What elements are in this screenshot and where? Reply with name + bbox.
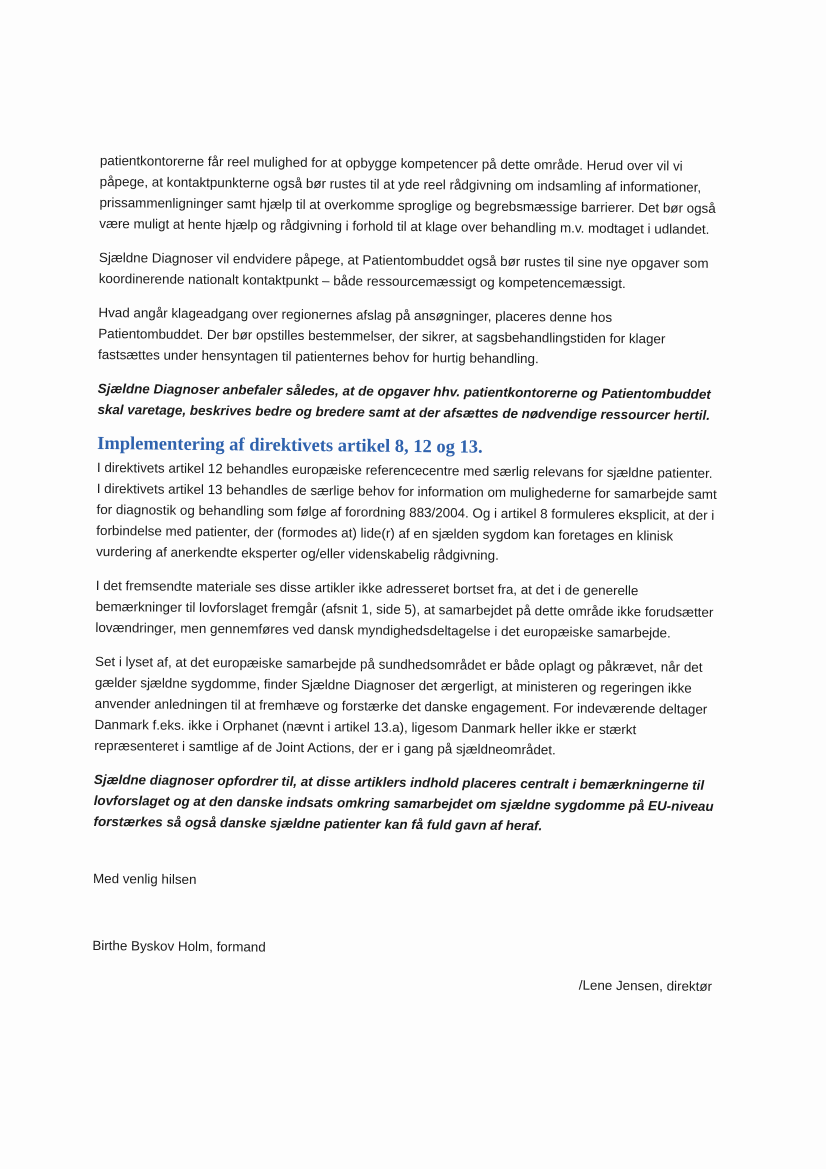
paragraph-patientkontorer: patientkontorerne får reel mulighed for at opbygge kompetencer på dette område. Herud over vil vi påpege, at kontaktpunkterne også bør rustes til at yde reel rådgivning om indsamling af informationer, prissammenligninger samt hjælp til at overkomme sproglige og begrebsmæssige barrierer. Det bør også være muligt at hente hjælp og rådgivning i forhold til at klage over behandling m.v. modtaget i udlandet. bbox=[99, 152, 716, 237]
letter-body bbox=[92, 150, 720, 997]
signature-director: /Lene Jensen, direktør bbox=[578, 977, 713, 994]
section-heading: Implementering af direktivets artikel 8, 12 og 13. bbox=[97, 433, 483, 458]
signature-chair: Birthe Byskov Holm, formand bbox=[92, 937, 266, 955]
closing-greeting: Med venlig hilsen bbox=[92, 870, 197, 887]
recommendation-paragraph-2: Sjældne diagnoser opfordrer til, at disse artiklers indhold placeres centralt i bemærkningerne til lovforslaget og at den danske indsats omkring samarbejdet om sjældne sygdomme på EU-niveau forstærkes så også danske sjældne patienter kan få fuld gavn af heraf. bbox=[93, 771, 714, 834]
paragraph-klageadgang: Hvad angår klageadgang over regionernes afslag på ansøgninger, placeres denne hos Patientombuddet. Der bør opstilles bestemmelser, der sikrer, at sagsbehandlingstiden for klager fastsættes under hensyntagen til patienternes behov for hurtig behandling. bbox=[97, 304, 666, 367]
paragraph-europaeiske-samarbejde: Set i lyset af, at det europæiske samarbejde på sundhedsområdet er både oplagt og påkrævet, når det gælder sjældne sygdomme, finder Sjældne Diagnoser det ærgerligt, at ministeren og regeringen ikke anvender anledningen til at fremhæve og forstærke det danske engagement. For indeværende deltager Danmark f.eks. ikke i Orphanet (nævnt i artikel 13.a), ligesom Danmark heller ikke er stærkt repræsenteret i samtlige af de Joint Actions, der er i gang på sjældneområdet. bbox=[94, 653, 708, 758]
paragraph-fremsendte-materiale: I det fremsendte materiale ses disse artikler ikke adresseret bortset fra, at det i de generelle bemærkninger til lovforslaget fremgår (afsnit 1, side 5), at samarbejdet på dette område ikke forudsætter lovændringer, men gennemføres ved dansk myndighedsdeltagelse i det europæiske samarbejde. bbox=[95, 577, 714, 641]
paragraph-patientombuddet: Sjældne Diagnoser vil endvidere påpege, at Patientombuddet også bør rustes til sine nye opgaver som koordinerende nationalt kontaktpunkt – både ressourcemæssigt og kompetencemæssigt. bbox=[98, 249, 709, 292]
recommendation-paragraph-1: Sjældne Diagnoser anbefaler således, at de opgaver hhv. patientkontorerne og Patientombuddet skal varetage, beskrives bedre og bredere samt at der afsættes de nødvendige ressourcer hertil. bbox=[97, 380, 711, 423]
paragraph-artikel-12-13: I direktivets artikel 12 behandles europæiske referencecentre med særlig relevans for sjældne patienter. I direktivets artikel 13 behandles de særlige behov for information om mulighederne for samarbejde samt for diagnostik og behandling som følge af forordning 883/2004. Og i artikel 8 formuleres eksplicit, at der i forbindelse med patienter, der (formodes at) lide(r) af en sjælden sygdom kan foretages en klinisk vurdering af anerkendte eksperter og/eller videnskabelig rådgivning. bbox=[96, 459, 717, 563]
